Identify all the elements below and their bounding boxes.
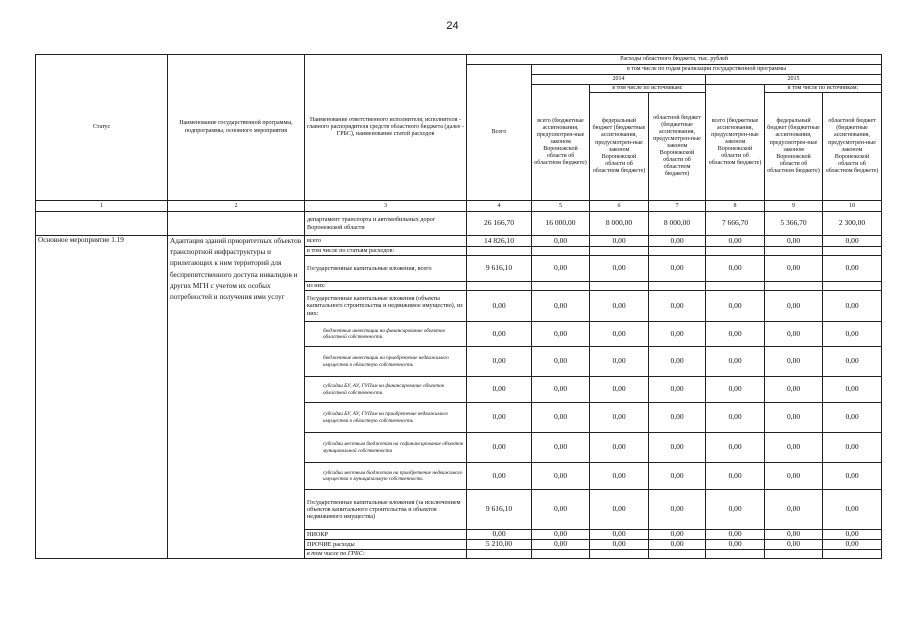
column-number: 6 <box>590 201 649 212</box>
table-cell-value: 0,00 <box>823 463 882 490</box>
table-cell-value: 2 300,00 <box>823 212 882 236</box>
table-cell <box>36 212 168 236</box>
column-number: 2 <box>168 201 305 212</box>
column-number: 1 <box>36 201 168 212</box>
page-number: 24 <box>446 20 459 32</box>
table-cell-value: 0,00 <box>532 256 590 282</box>
table-cell-value: 0,00 <box>467 530 532 540</box>
table-cell-value <box>532 282 590 291</box>
table-cell-value: 0,00 <box>590 256 649 282</box>
table-cell-value: 0,00 <box>649 463 706 490</box>
table-cell-value: 0,00 <box>532 377 590 403</box>
table-cell-value: 0,00 <box>532 433 590 463</box>
table-cell-value <box>467 247 532 256</box>
table-cell-value <box>823 282 882 291</box>
header-regional-2014: областной бюджет (бюджетные ассигнования, предусмотрен-ные законом Воронежской области об областном бюджете) <box>649 93 706 201</box>
table-cell-value: 7 666,70 <box>706 212 765 236</box>
row-label: Государственные капитальные вложения (за исключением объектов капитального строительства и объектов недвижимого имущества) <box>305 490 467 530</box>
budget-table <box>35 54 882 559</box>
table-cell-value: 0,00 <box>765 322 823 347</box>
column-number: 10 <box>823 201 882 212</box>
table-cell-value: 5 210,00 <box>467 539 532 549</box>
table-cell-value: 0,00 <box>532 236 590 247</box>
table-cell-value: 0,00 <box>467 463 532 490</box>
table-cell-value <box>765 549 823 558</box>
table-cell-value: 0,00 <box>706 291 765 322</box>
row-label: НИОКР <box>305 530 467 540</box>
table-cell-value: 0,00 <box>532 490 590 530</box>
table-cell-value: 0,00 <box>467 322 532 347</box>
table-cell-value: 0,00 <box>467 347 532 377</box>
table-cell-value <box>706 549 765 558</box>
header-expenses: Расходы областного бюджета, тыс. рублей <box>467 55 882 65</box>
table-cell-value: 0,00 <box>590 347 649 377</box>
table-cell-value: 0,00 <box>467 377 532 403</box>
table-cell-value: 0,00 <box>532 463 590 490</box>
header-federal-2014: федеральный бюджет (бюджетные ассигнования, предусмотрен-ные законом Воронежской области об областном бюджете) <box>590 93 649 201</box>
table-cell-value <box>765 282 823 291</box>
header-year-2014: 2014 <box>532 75 706 85</box>
row-label: всего <box>305 236 467 247</box>
table-cell-value <box>706 282 765 291</box>
table-cell-value: 0,00 <box>823 530 882 540</box>
table-row <box>36 236 882 247</box>
table-cell-value: 0,00 <box>590 322 649 347</box>
table-cell-value: 0,00 <box>706 322 765 347</box>
row-label: в том числе по статьям расходов: <box>305 247 467 256</box>
table-cell-value: 0,00 <box>590 291 649 322</box>
table-cell-value: 0,00 <box>649 322 706 347</box>
table-cell-value <box>590 549 649 558</box>
table-cell-value: 0,00 <box>649 539 706 549</box>
table-cell-value: 0,00 <box>706 256 765 282</box>
table-cell-value: 0,00 <box>590 403 649 433</box>
header-executor: Наименование ответственного исполнителя, исполнителя - главного распорядителя средств областного бюджета (далее - ГРБС), наименование статей расходов <box>305 55 467 201</box>
table-cell-value: 0,00 <box>590 539 649 549</box>
table-cell-value: 0,00 <box>823 433 882 463</box>
table-cell-value: 0,00 <box>706 530 765 540</box>
table-cell-value: 0,00 <box>706 347 765 377</box>
table-cell-value: 0,00 <box>649 256 706 282</box>
table-cell-value: 0,00 <box>706 463 765 490</box>
table-cell-value: 0,00 <box>532 291 590 322</box>
measure-name: Адаптация зданий приоритетных объектов транспортной инфраструктуры и прилегающих к ним территорий для беспрепятственного доступа инвалидов и других МГН с учетом их особых потребностей и получения ими услуг <box>168 236 305 559</box>
table-cell-value: 0,00 <box>706 403 765 433</box>
table-cell-value <box>590 247 649 256</box>
table-cell-value: 0,00 <box>765 539 823 549</box>
row-label: Государственные капитальные вложения (объекты капитального строительства и недвижимое имущество), из них: <box>305 291 467 322</box>
column-number: 8 <box>706 201 765 212</box>
table-cell-value: 0,00 <box>532 530 590 540</box>
header-sources-2014: в том числе по источникам: <box>590 85 706 93</box>
row-label: Государственные капитальные вложения, всего <box>305 256 467 282</box>
table-cell-value <box>706 247 765 256</box>
row-label: из них: <box>305 282 467 291</box>
table-cell-value: 0,00 <box>823 403 882 433</box>
table-cell-value: 0,00 <box>590 463 649 490</box>
table-cell-value: 0,00 <box>649 403 706 433</box>
table-cell-value: 16 000,00 <box>532 212 590 236</box>
column-number: 4 <box>467 201 532 212</box>
table-cell-value: 0,00 <box>765 256 823 282</box>
header-status: Статус <box>36 55 168 201</box>
header-sources-2015: в том числе по источникам: <box>765 85 882 93</box>
table-cell-value: 0,00 <box>823 291 882 322</box>
table-cell-value: 0,00 <box>823 377 882 403</box>
header-total: Всего <box>467 65 532 201</box>
table-cell-value: 9 616,10 <box>467 256 532 282</box>
table-cell-value: 0,00 <box>823 490 882 530</box>
row-label: ПРОЧИЕ расходы <box>305 539 467 549</box>
measure-status: Основное мероприятие 1.19 <box>36 236 168 559</box>
table-cell-value: 0,00 <box>765 236 823 247</box>
table-cell-value: 8 000,00 <box>649 212 706 236</box>
table-cell-value <box>532 549 590 558</box>
table-cell-value: 0,00 <box>467 433 532 463</box>
table-cell-value: 0,00 <box>590 433 649 463</box>
header-regional-2015: областной бюджет (бюджетные ассигнования, предусмотрен-ные законом Воронежской области об областном бюджете) <box>823 93 882 201</box>
header-year-2015: 2015 <box>706 75 882 85</box>
table-cell-value: 0,00 <box>765 403 823 433</box>
table-cell-value: 0,00 <box>765 347 823 377</box>
table-cell-value <box>532 247 590 256</box>
table-cell-value <box>649 549 706 558</box>
header-federal-2015: федеральный бюджет (бюджетные ассигнования, предусмотрен-ные законом Воронежской области об областном бюджете) <box>765 93 823 201</box>
table-cell-value: 0,00 <box>532 539 590 549</box>
table-cell-value <box>823 549 882 558</box>
table-cell-value: 0,00 <box>590 236 649 247</box>
table-cell-value: 0,00 <box>532 403 590 433</box>
row-label: бюджетные инвестиции на финансирование объектов областной собственности <box>305 322 467 347</box>
table-cell-value: 0,00 <box>823 236 882 247</box>
table-cell-value: 0,00 <box>765 291 823 322</box>
table-cell-value: 0,00 <box>532 322 590 347</box>
table-cell-value: 26 166,70 <box>467 212 532 236</box>
column-number: 3 <box>305 201 467 212</box>
table-cell-value: 0,00 <box>706 377 765 403</box>
table-cell-value: 0,00 <box>823 539 882 549</box>
row-label: субсидии местным бюджетам на приобретение недвижимого имущества в муниципальную собственность <box>305 463 467 490</box>
table-cell-value: 0,00 <box>823 256 882 282</box>
table-cell-value: 0,00 <box>590 530 649 540</box>
table-cell-value <box>649 282 706 291</box>
row-label: в том числе по ГРБС: <box>305 549 467 558</box>
header-total-2015: всего (бюджетные ассигнования, предусмотрен-ные законом Воронежской области об областном бюджете) <box>706 85 765 201</box>
table-cell-value <box>590 282 649 291</box>
row-label: субсидии местным бюджетам на софинансирование объектов муниципальной собственности <box>305 433 467 463</box>
table-cell-value: 0,00 <box>706 433 765 463</box>
table-cell-value: 0,00 <box>823 347 882 377</box>
row-label: субсидии БУ, АУ, ГУПам на финансирование объектов областной собственности <box>305 377 467 403</box>
header-total-2014: всего (бюджетные ассигнования, предусмотрен-ные законом Воронежской области об областном бюджете) <box>532 85 590 201</box>
table-cell-value: 0,00 <box>649 236 706 247</box>
table-cell <box>168 212 305 236</box>
table-cell-value: 14 826,10 <box>467 236 532 247</box>
table-cell-value: 0,00 <box>823 322 882 347</box>
table-cell-value: 0,00 <box>765 377 823 403</box>
table-cell-value: 0,00 <box>649 433 706 463</box>
table-cell-value: 8 000,00 <box>590 212 649 236</box>
column-number: 5 <box>532 201 590 212</box>
row-label: бюджетные инвестиции на приобретение недвижимого имущества в областную собственность <box>305 347 467 377</box>
column-numbers-row <box>36 201 882 212</box>
column-number: 7 <box>649 201 706 212</box>
table-cell-value <box>649 247 706 256</box>
table-row <box>36 212 882 236</box>
table-cell-value: 0,00 <box>765 490 823 530</box>
table-cell-value: 0,00 <box>706 236 765 247</box>
table-cell-value: 0,00 <box>649 291 706 322</box>
table-cell-value: 9 616,10 <box>467 490 532 530</box>
row-label: департамент транспорта и автомобильных дорог Воронежской области <box>305 212 467 236</box>
table-cell-value: 0,00 <box>649 377 706 403</box>
table-cell-value <box>765 247 823 256</box>
table-cell-value: 0,00 <box>706 490 765 530</box>
column-number: 9 <box>765 201 823 212</box>
row-label: субсидии БУ, АУ, ГУПам на приобретение недвижимого имущества в областную собственность <box>305 403 467 433</box>
table-cell-value: 0,00 <box>590 377 649 403</box>
table-cell-value: 0,00 <box>765 463 823 490</box>
table-cell-value: 0,00 <box>532 347 590 377</box>
table-cell-value: 0,00 <box>649 530 706 540</box>
table-cell-value <box>467 549 532 558</box>
table-cell-value: 0,00 <box>765 433 823 463</box>
table-cell-value: 0,00 <box>590 490 649 530</box>
table-cell-value: 0,00 <box>467 403 532 433</box>
table-cell-value <box>467 282 532 291</box>
table-cell-value: 0,00 <box>706 539 765 549</box>
table-cell-value: 0,00 <box>649 347 706 377</box>
table-cell-value: 0,00 <box>467 291 532 322</box>
header-program-name: Наименование государственной программы, подпрограммы, основного мероприятия <box>168 55 305 201</box>
table-cell-value: 5 366,70 <box>765 212 823 236</box>
table-cell-value: 0,00 <box>765 530 823 540</box>
table-cell-value <box>823 247 882 256</box>
table-cell-value: 0,00 <box>649 490 706 530</box>
header-by-years: в том числе по годам реализации государственной программы <box>532 65 882 75</box>
